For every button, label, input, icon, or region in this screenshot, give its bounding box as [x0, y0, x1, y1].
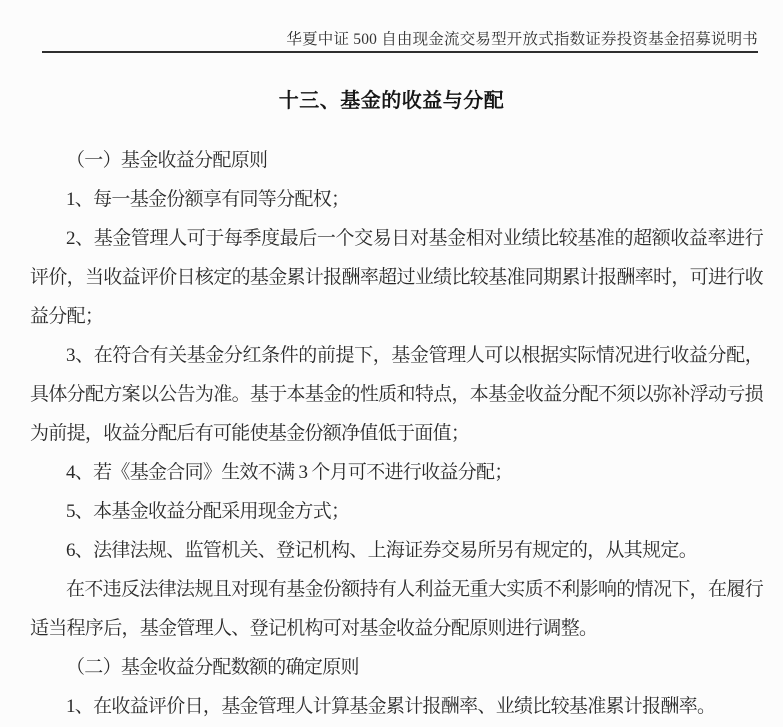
paragraph-principle-3: 3、在符合有关基金分红条件的前提下，基金管理人可以根据实际情况进行收益分配，具体分配方案以公告为准。基于本基金的性质和特点，本基金收益分配不须以弥补浮动亏损为前提，收益分配后有可能使基金份额净值低于面值； [30, 345, 763, 444]
section-title: 十三、基金的收益与分配 [278, 90, 505, 112]
paragraph-adjustment-note: 在不违反法律法规且对现有基金份额持有人利益无重大实质不利影响的情况下，在履行适当程序后，基金管理人、登记机构可对基金收益分配原则进行调整。 [30, 579, 763, 639]
paragraph-determination-1: 1、在收益评价日，基金管理人计算基金累计报酬率、业绩比较基准累计报酬率。 [66, 696, 716, 717]
running-header: 华夏中证 500 自由现金流交易型开放式指数证券投资基金招募说明书 [286, 31, 758, 48]
document-body [30, 141, 763, 726]
paragraph-principle-1: 1、每一基金份额享有同等分配权； [66, 189, 350, 210]
paragraph-subsection-2-heading: （二）基金收益分配数额的确定原则 [66, 657, 359, 678]
paragraph-principle-2: 2、基金管理人可于每季度最后一个交易日对基金相对业绩比较基准的超额收益率进行评价，当收益评价日核定的基金累计报酬率超过业绩比较基准同期累计报酬率时，可进行收益分配； [30, 228, 763, 327]
paragraph-subsection-1-heading: （一）基金收益分配原则 [66, 150, 268, 171]
header-divider [42, 51, 758, 53]
paragraph-principle-6: 6、法律法规、监管机关、登记机构、上海证券交易所另有规定的，从其规定。 [66, 540, 698, 561]
paragraph-principle-4: 4、若《基金合同》生效不满 3 个月可不进行收益分配； [66, 462, 513, 483]
paragraph-principle-5: 5、本基金收益分配采用现金方式； [66, 501, 350, 522]
